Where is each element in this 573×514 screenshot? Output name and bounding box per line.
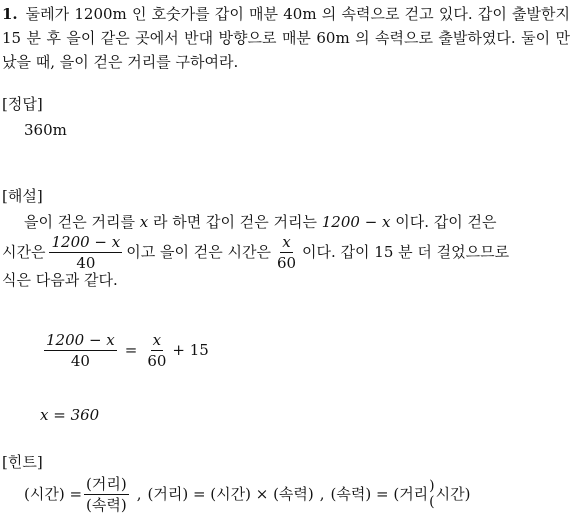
solution-line-2 xyxy=(2,234,572,270)
fraction-denominator: 60 xyxy=(147,351,167,370)
fraction-numerator: 1200 − x xyxy=(46,330,115,349)
hint-label: [힌트] xyxy=(2,453,43,471)
hint-text: (거리) = (시간) × (속력) xyxy=(147,485,314,503)
hint-text: 시간) xyxy=(435,485,471,503)
fraction-denominator: 40 xyxy=(76,253,96,272)
hint-text: (시간) = xyxy=(24,485,83,503)
solution-line-3: 식은 다음과 같다. xyxy=(2,271,118,289)
solution-text: 을이 걷은 거리를 xyxy=(24,213,135,231)
broken-fraction-top: ) xyxy=(429,478,435,494)
hint-text: (속력) = (거리 xyxy=(330,485,429,503)
equation-fraction-left xyxy=(44,331,117,370)
fraction-numerator: x xyxy=(152,330,162,349)
solution-label: [해설] xyxy=(2,187,43,205)
solution-text: 라 하면 갑이 걷은 거리는 xyxy=(153,213,317,231)
equation-2: x = 360 xyxy=(40,406,100,424)
fraction-time-gap xyxy=(49,233,122,272)
solution-text: 이고 을이 걷은 시간은 xyxy=(126,243,271,261)
hint-fraction xyxy=(84,475,129,514)
answer-value: 360m xyxy=(24,121,67,139)
fraction-numerator: x xyxy=(282,232,291,251)
math-variable: x xyxy=(139,213,149,231)
problem-number: 1. xyxy=(2,5,18,23)
problem-text: 둘레가 1200m 인 호숫가를 갑이 매분 40m 의 속력으로 걷고 있다. 갑이 출발한지 15 분 후 을이 같은 곳에서 반대 방향으로 매분 60m 의 속력으로 출발하였다. 둘이 만났을 때, 을이 걷은 거리를 구하여라. xyxy=(2,5,570,71)
fraction-denominator: (속력) xyxy=(86,495,127,514)
equation-fraction-right xyxy=(145,331,168,370)
hint-broken-fraction xyxy=(429,478,434,510)
solution-line-1 xyxy=(24,212,572,232)
problem-statement xyxy=(2,2,570,74)
fraction-denominator: 60 xyxy=(276,253,297,272)
hint-formulas xyxy=(24,474,470,514)
solution-text: 이다. 갑이 15 분 더 걸었으므로 xyxy=(302,243,510,261)
answer-label: [정답] xyxy=(2,95,43,113)
fraction-denominator: 40 xyxy=(70,351,90,370)
solution-text: 시간은 xyxy=(2,243,46,261)
fraction-numerator: 1200 − x xyxy=(51,232,121,251)
fraction-numerator: (거리) xyxy=(86,474,127,493)
equals-sign: = xyxy=(124,341,138,359)
hint-separator: , xyxy=(136,485,142,503)
equation-tail: + 15 xyxy=(172,341,209,359)
solution-text: 이다. 갑이 걷은 xyxy=(395,213,497,231)
broken-fraction-bottom: ( xyxy=(429,494,435,510)
equation-1 xyxy=(40,330,209,370)
fraction-time-eul xyxy=(275,233,298,272)
math-expression: 1200 − x xyxy=(321,213,391,231)
hint-separator: , xyxy=(319,485,325,503)
